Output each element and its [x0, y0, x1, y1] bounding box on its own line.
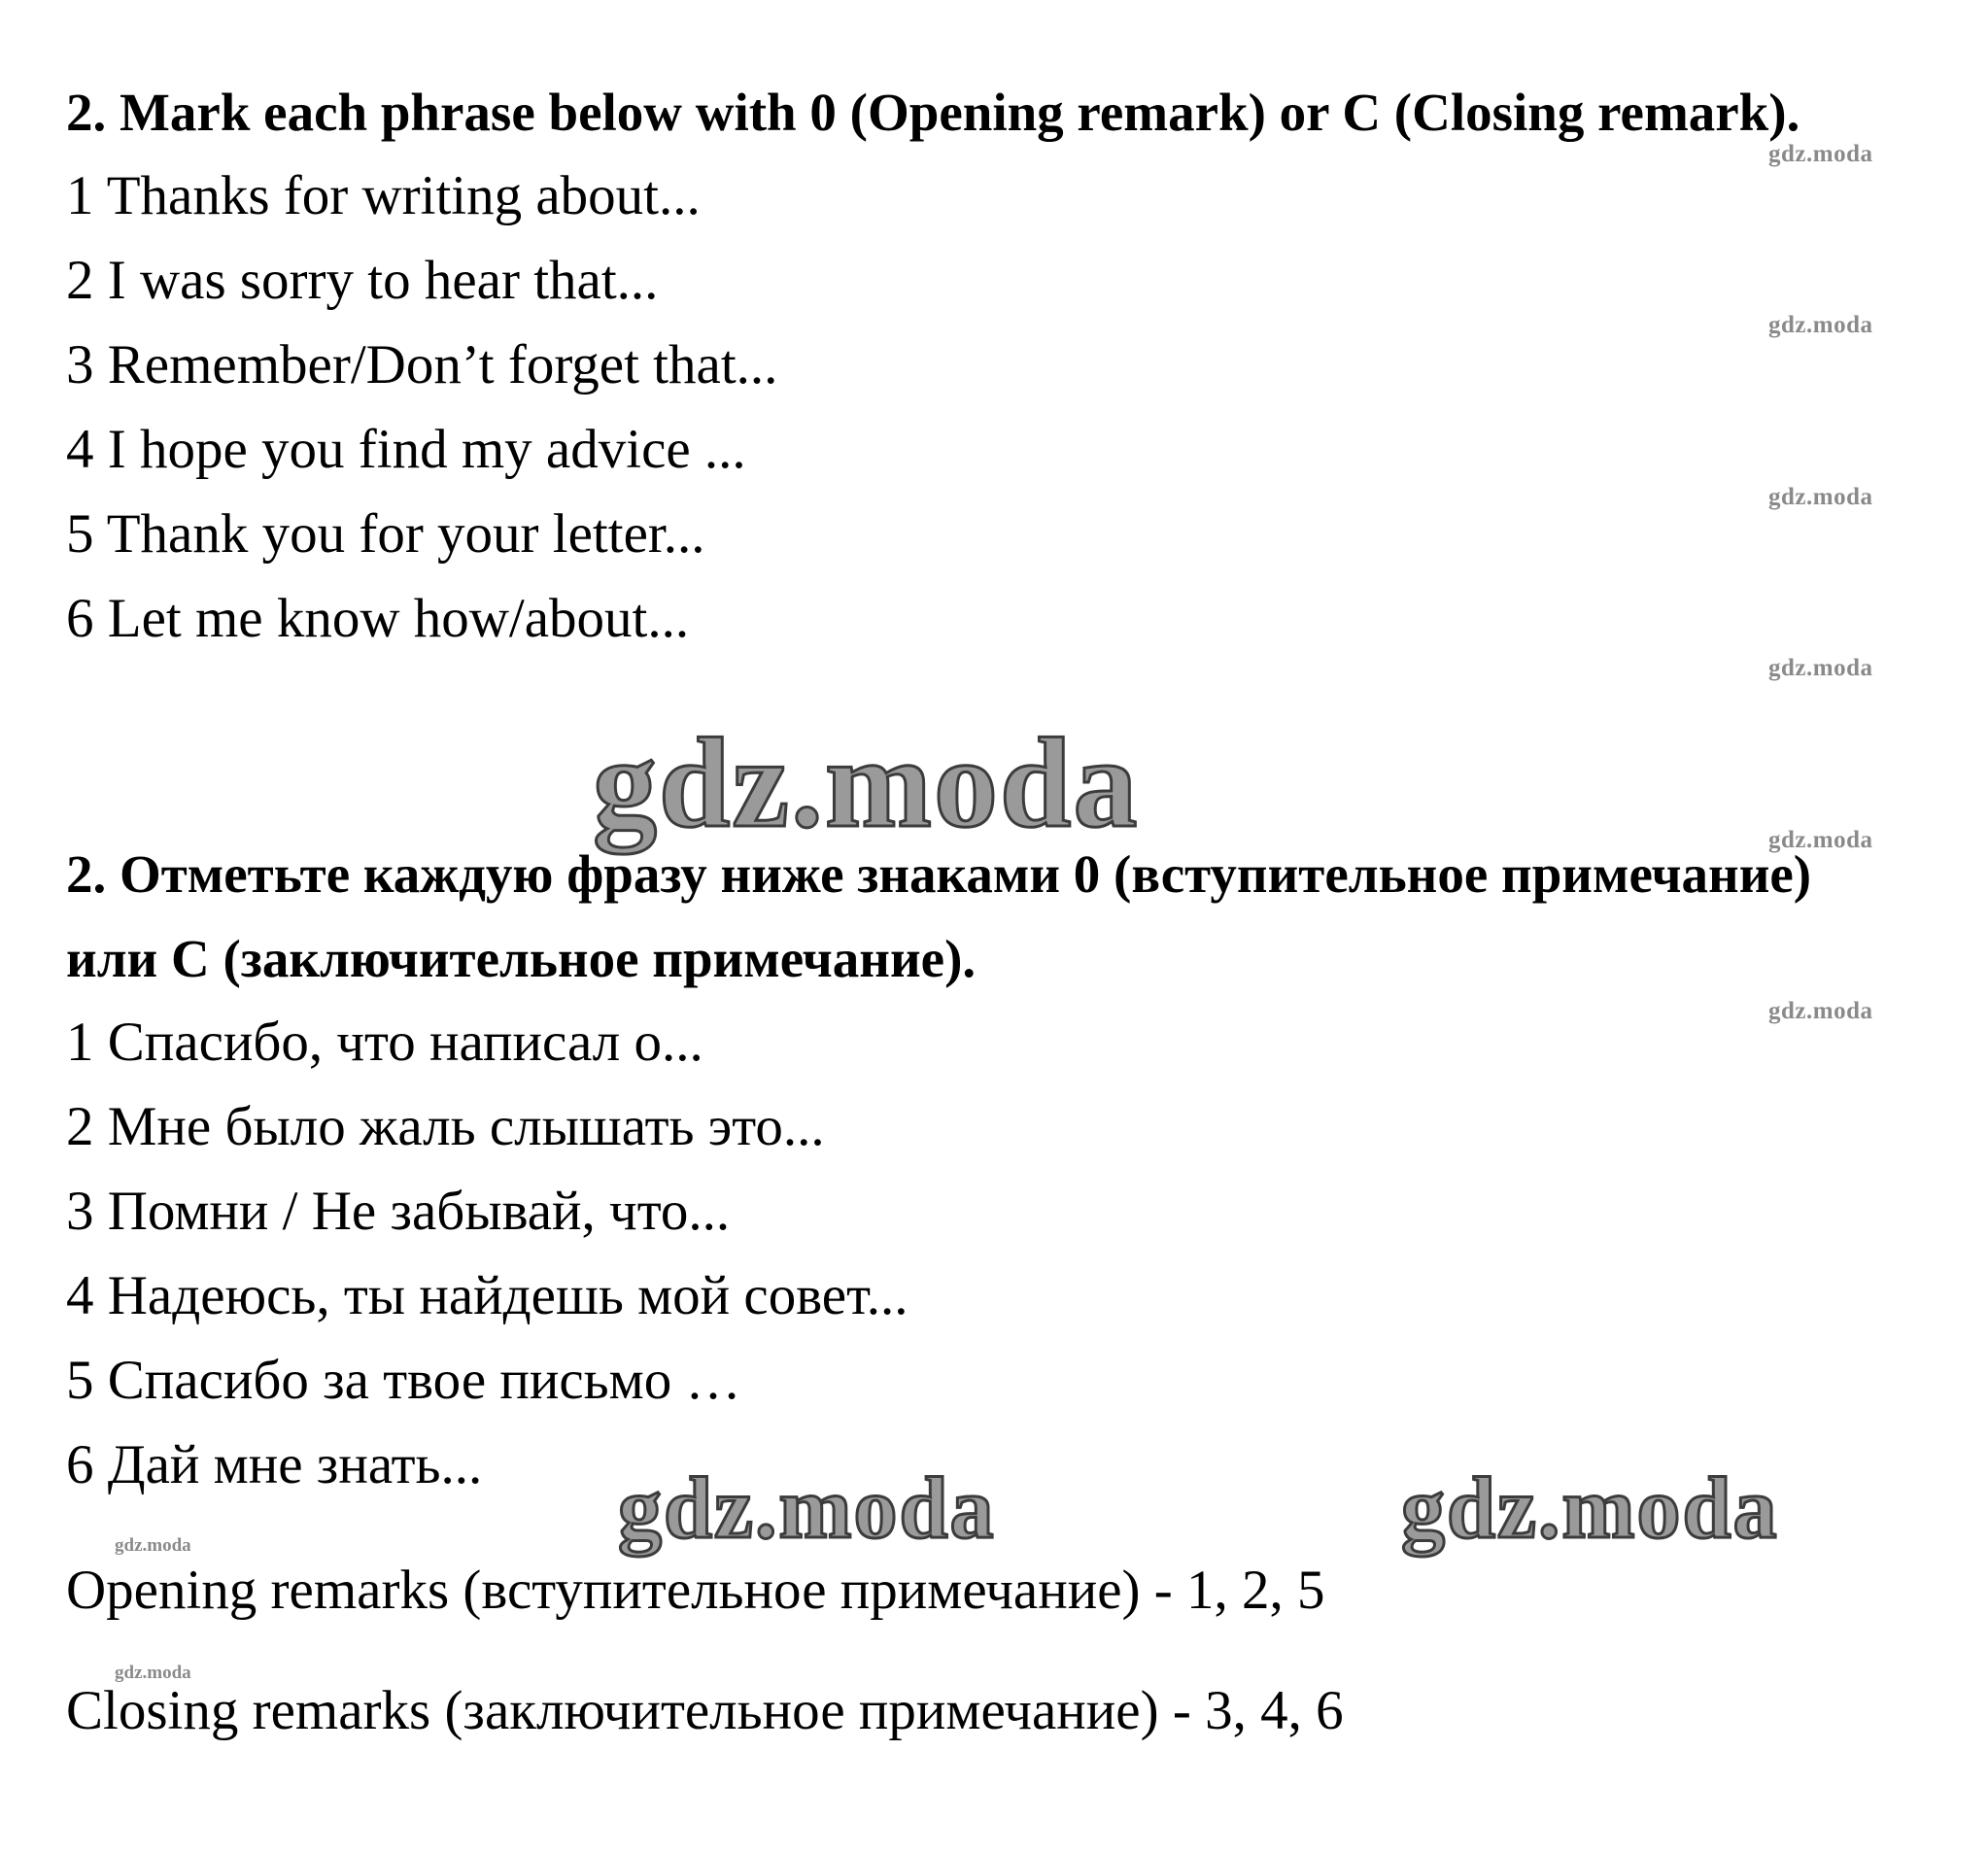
- russian-item-5: 5 Спасибо за твое письмо …: [66, 1350, 741, 1411]
- english-item-3: 3 Remember/Don’t forget that...: [66, 334, 778, 395]
- watermark-large: gdz.moda: [1401, 1460, 1779, 1557]
- watermark-tiny: gdz.moda: [115, 1535, 191, 1556]
- answer-opening: Opening remarks (вступительное примечание) - 1, 2, 5: [66, 1560, 1325, 1621]
- watermark-small: gdz.moda: [1768, 141, 1873, 167]
- russian-item-2: 2 Мне было жаль слышать это...: [66, 1096, 825, 1157]
- russian-heading-line-2: или С (заключительное примечание).: [66, 929, 977, 988]
- russian-item-6: 6 Дай мне знать...: [66, 1434, 483, 1495]
- english-item-1: 1 Thanks for writing about...: [66, 165, 701, 226]
- watermark-small: gdz.moda: [1768, 827, 1873, 853]
- english-item-2: 2 I was sorry to hear that...: [66, 250, 659, 311]
- answer-closing: Closing remarks (заключительное примечание) - 3, 4, 6: [66, 1680, 1344, 1741]
- watermark-small: gdz.moda: [1768, 312, 1873, 338]
- russian-item-1: 1 Спасибо, что написал о...: [66, 1012, 703, 1073]
- english-item-4: 4 I hope you find my advice ...: [66, 419, 746, 480]
- watermark-large: gdz.moda: [593, 711, 1140, 854]
- english-item-6: 6 Let me know how/about...: [66, 588, 690, 649]
- english-item-5: 5 Thank you for your letter...: [66, 503, 705, 565]
- russian-item-3: 3 Помни / Не забывай, что...: [66, 1181, 731, 1242]
- english-heading: 2. Mark each phrase below with 0 (Opening remark) or C (Closing remark).: [66, 83, 1800, 142]
- watermark-small: gdz.moda: [1768, 655, 1873, 681]
- russian-heading-line-1: 2. Отметьте каждую фразу ниже знаками 0 (вступительное примечание): [66, 844, 1812, 904]
- watermark-small: gdz.moda: [1768, 484, 1873, 510]
- watermark-tiny: gdz.moda: [115, 1663, 191, 1683]
- russian-item-4: 4 Надеюсь, ты найдешь мой совет...: [66, 1265, 908, 1326]
- watermark-large: gdz.moda: [618, 1460, 996, 1557]
- watermark-small: gdz.moda: [1768, 998, 1873, 1024]
